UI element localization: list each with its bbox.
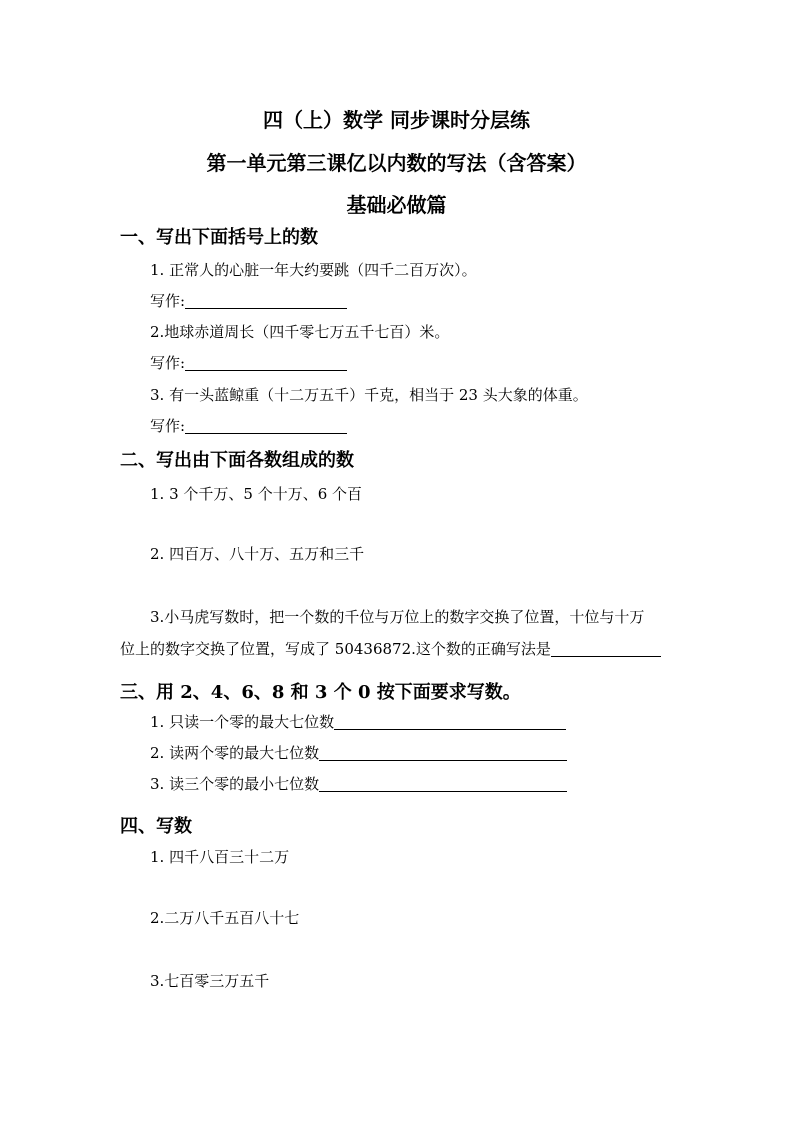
answer-blank[interactable] [319, 745, 567, 761]
s3-question-1-text: 1. 只读一个零的最大七位数 [150, 713, 335, 731]
s4-question-2: 2.二万八千五百八十七 [150, 909, 300, 927]
s1-answer-line-2 [150, 352, 347, 373]
s3-question-2-text: 2. 读两个零的最大七位数 [150, 744, 320, 762]
answer-blank[interactable] [185, 293, 347, 309]
answer-blank[interactable] [185, 418, 347, 434]
answer-blank[interactable] [334, 714, 566, 730]
s3-question-3-text: 3. 读三个零的最小七位数 [150, 775, 320, 793]
s1-question-3: 3. 有一头蓝鲸重（十二万五千）千克，相当于 23 头大象的体重。 [150, 386, 588, 404]
s1-question-1: 1. 正常人的心脏一年大约要跳（四千二百万次）。 [150, 261, 477, 279]
s1-question-2: 2.地球赤道周长（四千零七万五千七百）米。 [150, 323, 450, 341]
write-label: 写作: [150, 354, 186, 372]
section-2-heading: 二、写出由下面各数组成的数 [120, 450, 354, 471]
s3-question-2 [150, 742, 567, 763]
page-title: 四（上）数学 同步课时分层练 [263, 108, 530, 132]
s2-question-2: 2. 四百万、八十万、五万和三千 [150, 545, 365, 563]
section-4-heading: 四、写数 [120, 816, 192, 837]
s3-question-3 [150, 773, 567, 794]
section-1-heading: 一、写出下面括号上的数 [120, 227, 318, 248]
s2-question-3-line-1: 3.小马虎写数时，把一个数的千位与万位上的数字交换了位置，十位与十万 [150, 608, 645, 626]
write-label: 写作: [150, 417, 186, 435]
s4-question-1: 1. 四千八百三十二万 [150, 848, 290, 866]
write-label: 写作: [150, 292, 186, 310]
section-3-heading: 三、用 2、4、6、8 和 3 个 0 按下面要求写数。 [120, 682, 521, 703]
answer-blank[interactable] [185, 355, 347, 371]
s2-question-3-text: 位上的数字交换了位置，写成了 50436872.这个数的正确写法是 [120, 640, 551, 658]
s2-question-1: 1. 3 个千万、5 个十万、6 个百 [150, 485, 363, 503]
s1-answer-line-1 [150, 290, 347, 311]
s4-question-3: 3.七百零三万五千 [150, 972, 270, 990]
s2-question-3-line-2 [120, 638, 661, 659]
s3-question-1 [150, 711, 566, 732]
answer-blank[interactable] [551, 641, 661, 657]
answer-blank[interactable] [319, 776, 567, 792]
s1-answer-line-3 [150, 415, 347, 436]
level-title: 基础必做篇 [346, 193, 447, 217]
lesson-title: 第一单元第三课亿以内数的写法（含答案） [206, 151, 587, 175]
